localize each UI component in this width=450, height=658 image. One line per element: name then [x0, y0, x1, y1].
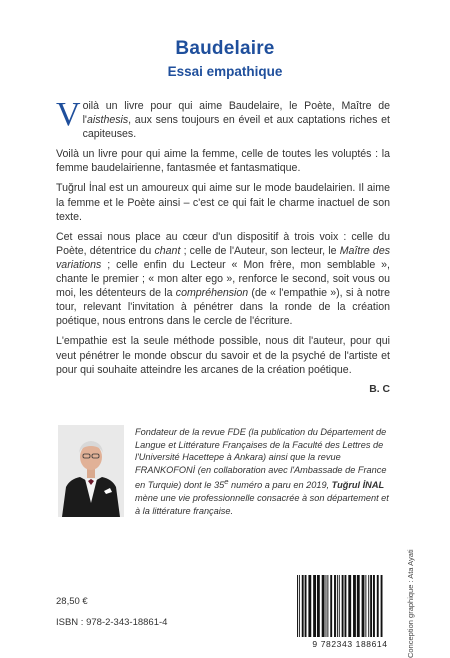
bio-text-a: Fondateur de la revue FDE (la publication du Département de Langue et Littérature Françaises de la Faculté des Lettres de l'Université Hacettepe à Ankara) ainsi que la revue FRANKOFONİ (en collaboration avec l'Ambassade de France en Turquie) dont le 35 [135, 427, 387, 491]
paragraph-1-text-a: oilà un livre pour qui aime Baudelaire, le Poète, Maître de l' [82, 100, 390, 127]
paragraph-4-text-b: ; celle de l'Auteur, son lecteur, le [180, 244, 340, 257]
author-name: Tuğrul İNAL [331, 480, 385, 491]
paragraph-2: Voilà un livre pour qui aime la femme, celle de toutes les voluptés : la femme baudelairienne, fantasmée et fantasmatique. [56, 148, 390, 175]
drop-cap: V [56, 96, 81, 133]
blurb [56, 96, 391, 397]
design-credit: Conception graphique : Ata Ayati [406, 549, 415, 658]
paragraph-4-text-d: (de « l'empathie »), si à notre tour, relevant l'invitation à pénétrer dans la ronde de la création poétique, nous entrons dans le cercle de l'écriture. [56, 287, 390, 328]
signature: B. C [369, 383, 390, 395]
paragraph-4 [56, 230, 390, 329]
paragraph-3: Tuğrul İnal est un amoureux qui aime sur le mode baudelairien. Il aime la femme et le Poète ainsi – c'est ce qui fait le charme inactuel de son texte. [56, 182, 390, 223]
author-photo [58, 425, 124, 517]
isbn: ISBN : 978-2-343-18861-4 [56, 617, 168, 628]
paragraph-1 [56, 96, 390, 141]
barcode-number: 9 782343 188614 [312, 639, 388, 649]
author-portrait-image [58, 425, 124, 517]
paragraph-1-emphasis: aisthesis [86, 114, 129, 127]
book-title: Baudelaire [175, 38, 275, 59]
author-bio [135, 426, 393, 517]
paragraph-4-emphasis-3: compréhension [175, 287, 249, 300]
isbn-barcode [293, 573, 403, 641]
paragraph-4-emphasis-1: chant [154, 244, 181, 257]
paragraph-4-text-a: Cet essai nous place au cœur d'un dispositif à trois voix : celle du Poète, détentrice du [56, 230, 390, 257]
bio-text-c: mène une vie professionnelle consacrée à son département et à la littérature française. [135, 493, 389, 516]
book-subtitle: Essai empathique [167, 64, 283, 79]
price: 28,50 € [56, 596, 88, 607]
paragraph-4-text-c: ; celle enfin du Lecteur « Mon frère, mon semblable », chante le premier ; « mon alter ego », renforce le second, soit vous ou moi, les détenteurs de la [56, 258, 390, 300]
bio-ordinal-suffix: e [224, 477, 229, 487]
paragraph-1-text-b: , aux sens toujours en éveil et aux captations riches et capiteuses. [82, 114, 390, 141]
bio-text-b: numéro a paru en 2019, [228, 480, 332, 491]
paragraph-5: L'empathie est la seule méthode possible, nous dit l'auteur, pour qui veut pénétrer le monde obscur du savoir et de la psyché de l'artiste et pour qui souhaite atteindre les arcanes de la création poétique. [56, 335, 390, 376]
paragraph-4-emphasis-2: Maître des variations [56, 244, 391, 271]
